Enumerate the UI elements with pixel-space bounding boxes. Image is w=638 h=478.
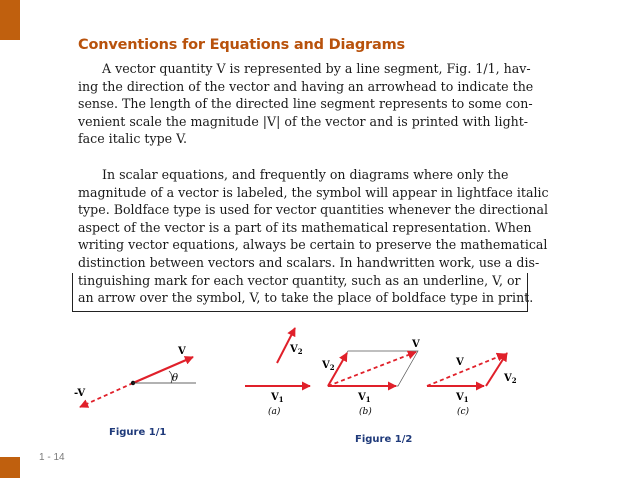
angle-theta-label: θ (172, 373, 179, 384)
vector-v-resultant-arrow (427, 354, 505, 386)
sublabel-a: (a) (268, 407, 281, 417)
paragraph-2-line: writing vector equations, always be certain to preserve the mathematical (78, 237, 548, 253)
sublabel-c: (c) (457, 407, 470, 417)
figure-1-2-caption: Figure 1/2 (355, 434, 413, 445)
paragraph-1-line: face italic type V. (78, 131, 187, 147)
v-label: V (456, 357, 464, 368)
v2-label: $V_2$ (504, 373, 517, 385)
paragraph-1-line: A vector quantity V is represented by a line segment, Fig. 1/1, hav- (102, 61, 531, 76)
paragraph-2-line: tinguishing mark for each vector quantity, such as an underline, V, or (78, 272, 521, 288)
vector-v-label: V (178, 346, 186, 357)
v-label: V (412, 339, 420, 350)
paragraph-2-line: magnitude of a vector is labeled, the symbol will appear in lightface italic (78, 184, 549, 200)
paragraph-1-line: venient scale the magnitude |V| of the vector and is printed with light- (78, 113, 529, 129)
figure-1-2-a (245, 328, 310, 417)
paragraph-2-line: distinction between vectors and scalars. In handwritten work, use a dis- (78, 254, 540, 270)
slide-number: 1 - 14 (39, 452, 65, 463)
paragraph-2-line: an arrow over the symbol, V, to take the place of boldface type in print. (78, 290, 534, 306)
figure-1-2-b (321, 339, 420, 445)
paragraph-2-line: type. Boldface type is used for vector quantities whenever the directional (78, 202, 549, 218)
figure-1-2-c (427, 353, 517, 417)
v2-label: $V_2$ (322, 360, 335, 372)
paragraph-1-line: ing the direction of the vector and having an arrowhead to indicate the (78, 78, 534, 94)
v1-label: $V_1$ (456, 392, 469, 404)
vector-v-resultant-arrow (328, 352, 416, 386)
v1-label: $V_1$ (271, 392, 284, 404)
sublabel-b: (b) (359, 407, 372, 417)
v2-label: $V_2$ (290, 344, 303, 356)
vector-negative-v-label: -V (74, 388, 86, 399)
paragraph-1-line: sense. The length of the directed line segment represents to some con- (78, 96, 533, 112)
vector-v-arrow (133, 357, 193, 383)
vector-negative-v-arrow (80, 383, 133, 407)
paragraph-2-line: aspect of the vector is a part of its mathematical representation. When (78, 219, 532, 235)
v1-label: $V_1$ (358, 392, 371, 404)
figure-1-1-caption: Figure 1/1 (109, 427, 167, 438)
figure-1-1 (74, 346, 196, 438)
section-heading: Conventions for Equations and Diagrams (78, 37, 405, 53)
paragraph-2-line: In scalar equations, and frequently on diagrams where only the (102, 167, 509, 182)
